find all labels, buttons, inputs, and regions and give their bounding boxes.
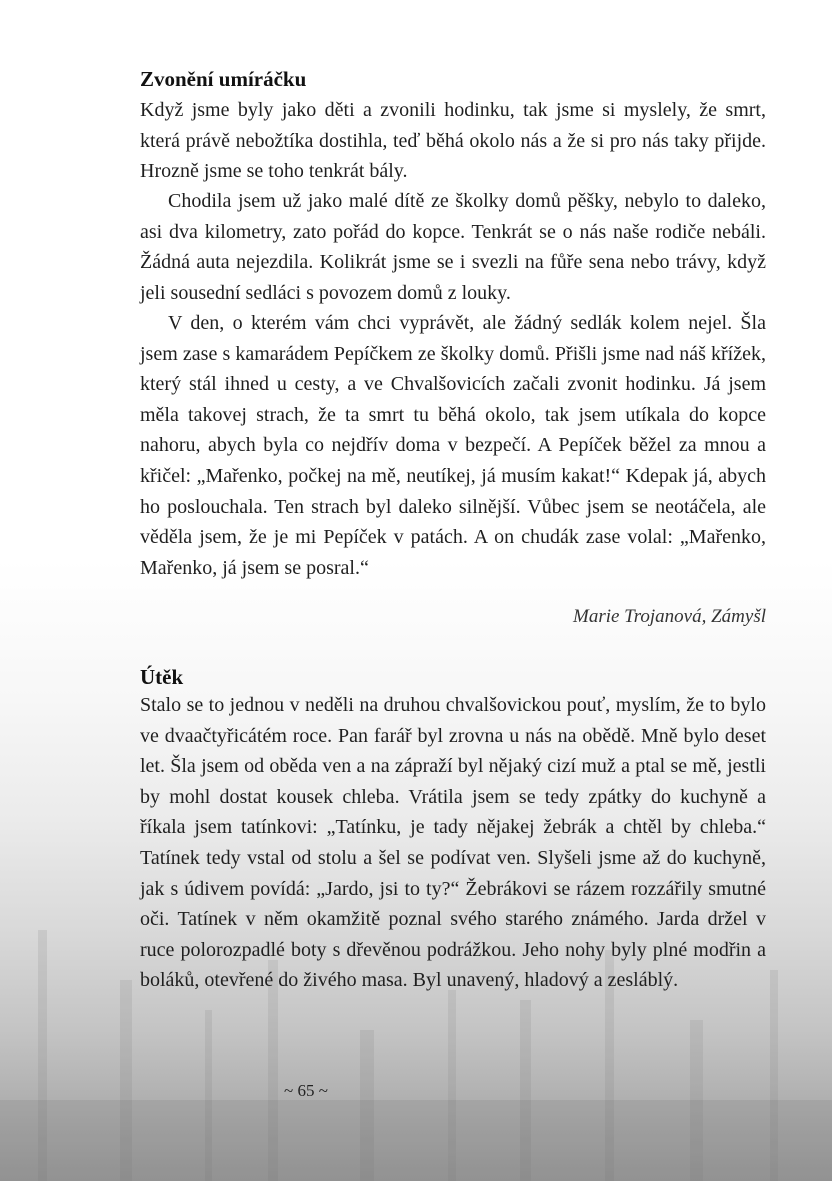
paragraph: V den, o kterém vám chci vyprávět, ale žádný sedlák kolem nejel. Šla jsem zase s kamarádem Pepíčkem ze školky domů. Přišli jsme nad náš křížek, který stál ihned u cesty, a ve Chvalšovicích začali zvonit hodinku. Já jsem měla takovej strach, že ta smrt tu běhá okolo, tak jsem utíkala do kopce nahoru, abych byla co nejdřív doma v bezpečí. A Pepíček běžel za mnou a křičel: „Mařenko, počkej na mě, neutíkej, já musím kakat!“ Kdepak já, abych ho poslouchala. Ten strach byl daleko silnější. Vůbec jsem se neotáčela, ale věděla jsem, že je mi Pepíček v patách. A on chudák zase volal: „Mařenko, Mařenko, já jsem se posral.“ — [140, 312, 766, 579]
section-title: Zvonění umíráčku — [140, 67, 307, 91]
paragraph: Chodila jsem už jako malé dítě ze školky domů pěšky, nebylo to daleko, asi dva kilometry, zato pořád do kopce. Tenkrát se o nás naše rodiče nebáli. Žádná auta nejezdila. Kolikrát jsme se i svezli na fůře sena nebo trávy, když jeli sousední sedláci s povozem domů z louky. — [140, 190, 766, 304]
section-title: Útěk — [140, 665, 184, 689]
paragraph: Když jsme byly jako děti a zvonili hodinku, tak jsme si myslely, že smrt, která právě nebožtíka dostihla, teď běhá okolo nás a že si pro nás taky přijde. Hrozně jsme se toho tenkrát bály. — [140, 99, 766, 183]
paragraph: Stalo se to jednou v neděli na druhou chvalšovickou pouť, myslím, že to bylo ve dvaačtyřicátém roce. Pan farář byl zrovna u nás na obědě. Mně bylo deset let. Šla jsem od oběda ven a na zápraží byl nějaký cizí muž a ptal se mě, jestli by mohl dostat kousek chleba. Vrátila jsem se tedy zpátky do kuchyně a říkala jsem tatínkovi: „Tatínku, je tady nějakej žebrák a chtěl by chleba.“ Tatínek tedy vstal od stolu a šel se podívat ven. Slyšeli jsme až do kuchyně, jak s údivem povídá: „Jardo, jsi to ty?“ Žebrákovi se rázem rozzářily smutné oči. Tatínek v něm okamžitě poznal svého starého známého. Jarda držel v ruce polorozpadlé boty s dřevěnou podrážkou. Jeho nohy byly plné modřin a boláků, otevřené do živého masa. Byl unavený, hladový a zesláblý. — [140, 694, 766, 992]
author-signature: Marie Trojanová, Zámyšl — [573, 606, 766, 627]
page-number: ~ 65 ~ — [284, 1081, 328, 1100]
